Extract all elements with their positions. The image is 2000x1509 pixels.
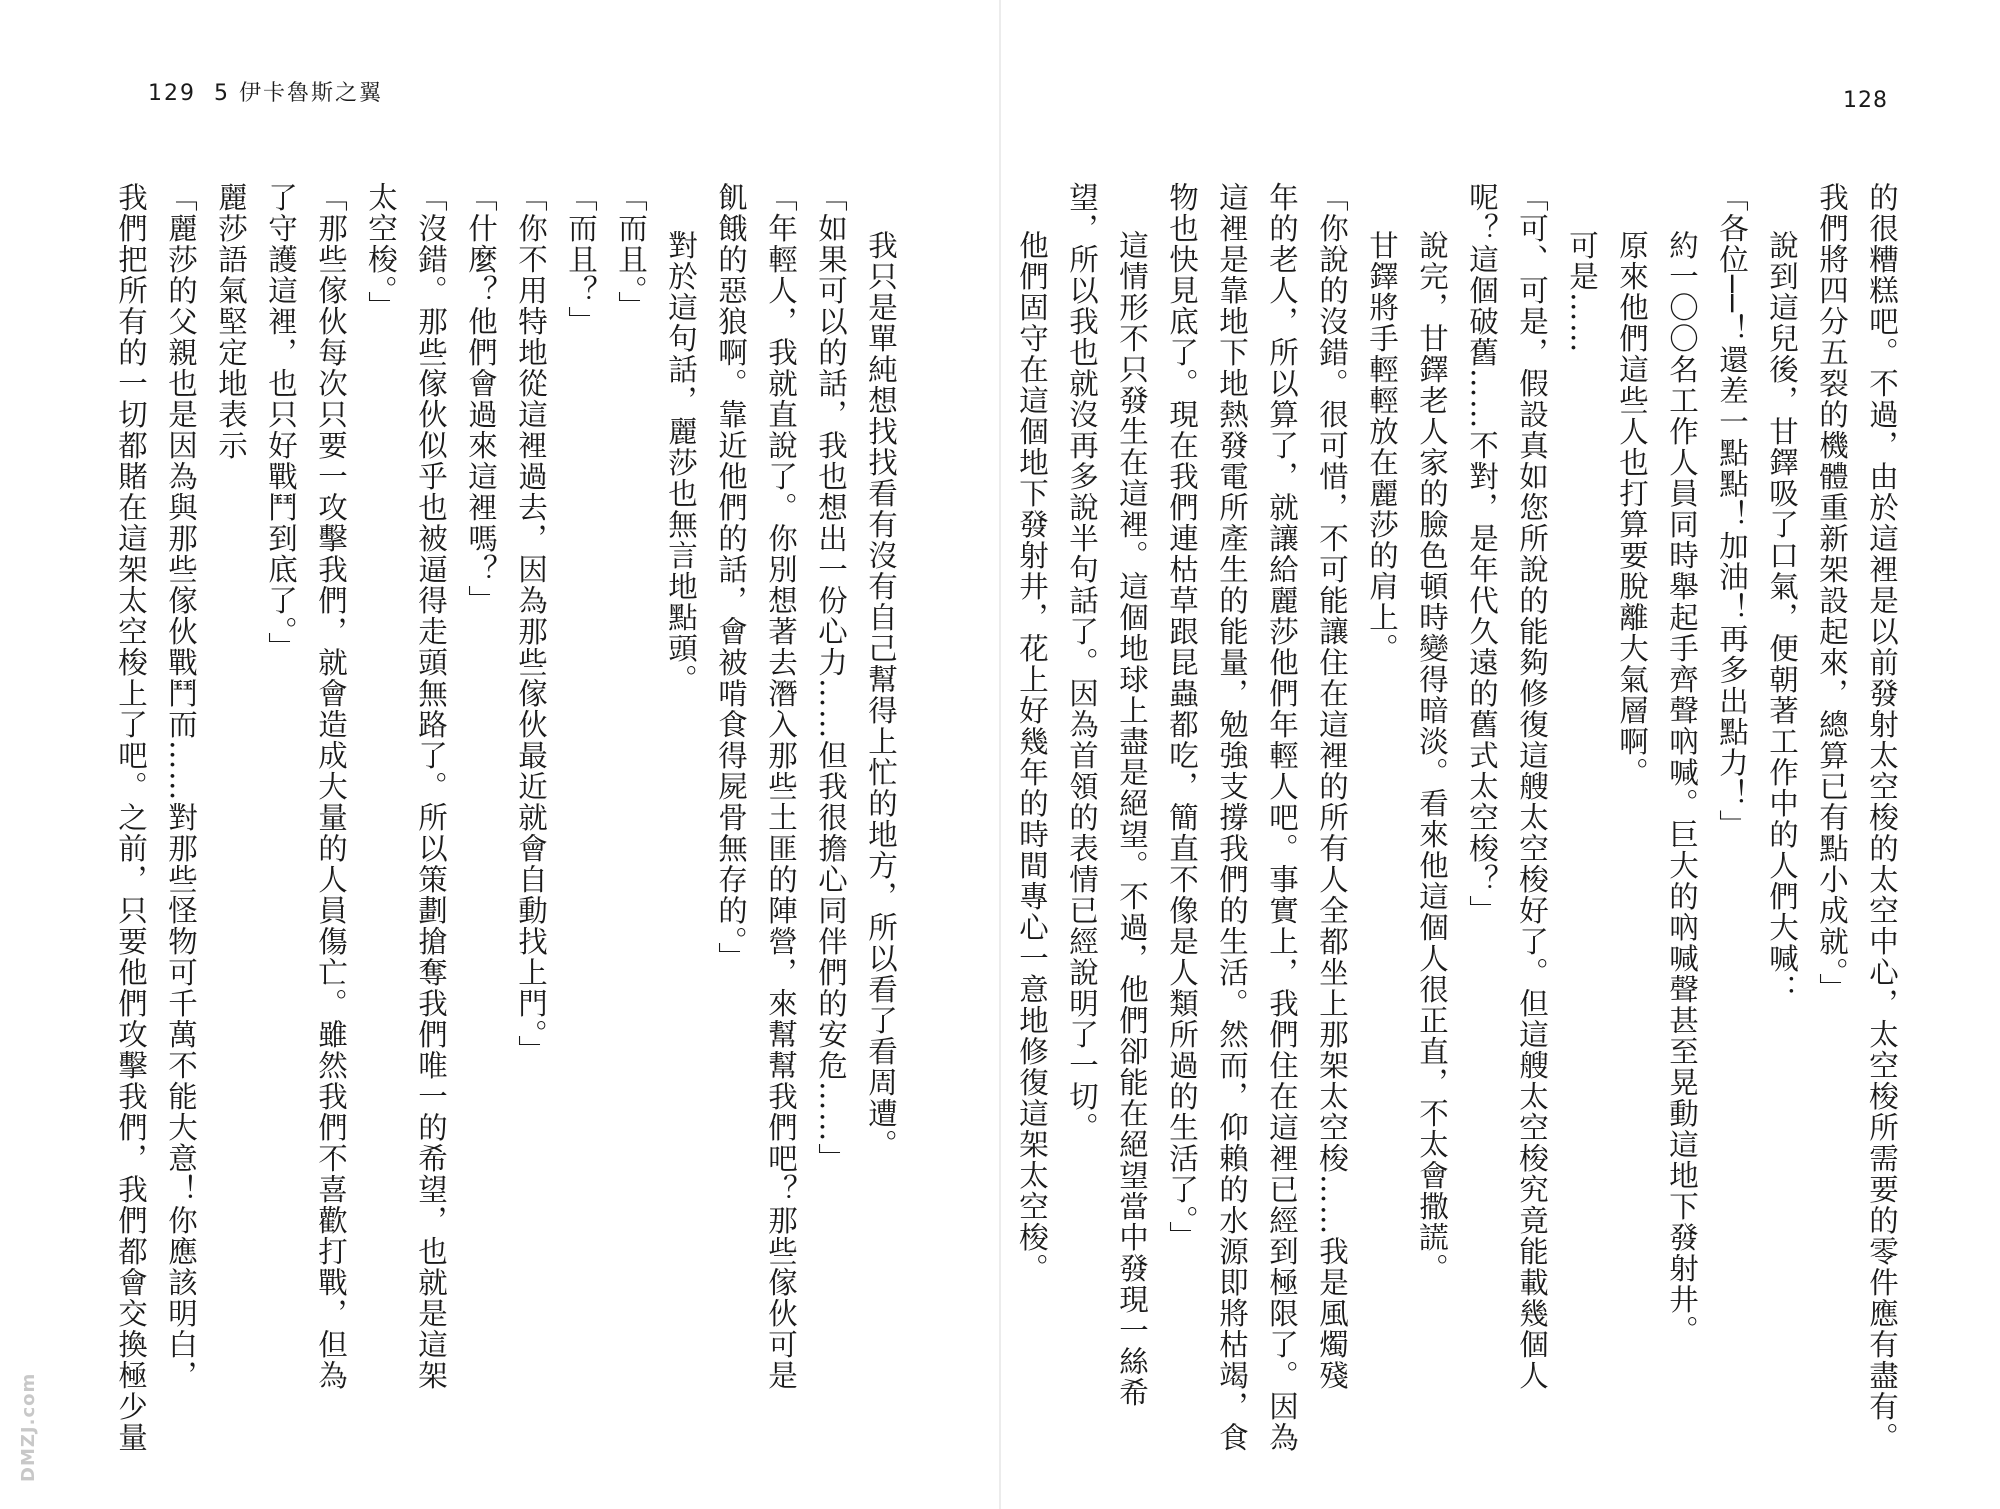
left-page-line: 麗莎語氣堅定地表示 [214,182,248,461]
left-page-line: 「而且？」 [564,182,598,337]
right-page-line: 物也快見底了。現在我們連枯草跟昆蟲都吃，簡直不像是人類所過的生活了。」 [1165,182,1199,1253]
right-page-line: 「各位──！還差一點點！加油！再多出點力！」 [1715,182,1749,841]
left-page-number: 129 [148,81,196,106]
left-page-line: 「如果可以的話，我也想出一份心力……但我很擔心同伴們的安危……」 [814,182,848,1174]
right-page-line: 可是…… [1565,230,1599,354]
right-page-line: 我們將四分五裂的機體重新架設起來，總算已有點小成就。」 [1815,182,1849,1005]
right-page-line: 約一〇〇名工作人員同時舉起手齊聲吶喊。巨大的吶喊聲甚至晃動這地下發射井。 [1665,230,1699,1346]
left-page-line: 「而且。」 [614,182,648,323]
left-page-line: 我們把所有的一切都賭在這架太空梭上了吧。之前，只要他們攻擊我們，我們都會交換極少量 [114,182,148,1453]
left-page-line: 我只是單純想找找看有沒有自己幫得上忙的地方，所以看了看周遭。 [864,230,898,1160]
right-page-line: 甘鐸將手輕輕放在麗莎的肩上。 [1365,230,1399,664]
left-page-header [148,76,401,107]
right-page-line: 呢？這個破舊……不對，是年代久遠的舊式太空梭？」 [1465,182,1499,926]
right-page-line: 的很糟糕吧。不過，由於這裡是以前發射太空梭的太空中心，太空梭所需要的零件應有盡有。 [1865,182,1899,1453]
watermark-logo: DMZJ.com [18,1372,39,1482]
left-page-line: 太空梭。」 [364,182,398,323]
right-page-number: 128 [1843,88,1888,113]
right-page-line: 這裡是靠地下地熱發電所產生的能量，勉強支撐我們的生活。然而，仰賴的水源即將枯竭，食 [1215,182,1249,1453]
left-page-line: 飢餓的惡狼啊。靠近他們的話，會被啃食得屍骨無存的。」 [714,182,748,974]
left-page-line: 「那些傢伙每次只要一攻擊我們，就會造成大量的人員傷亡。雖然我們不喜歡打戰，但為 [314,182,348,1391]
left-page-line: 「什麼？他們會過來這裡嗎？」 [464,182,498,616]
left-page-line: 「你不用特地從這裡過去，因為那些傢伙最近就會自動找上門。」 [514,182,548,1067]
left-page-line: 對於這句話，麗莎也無言地點頭。 [664,230,698,695]
right-page-line: 年的老人，所以算了，就讓給麗莎他們年輕人吧。事實上，我們住在這裡已經到極限了。因為 [1265,182,1299,1453]
left-page-line: 「麗莎的父親也是因為與那些傢伙戰鬥而……對那些怪物可千萬不能大意！你應該明白， [164,182,198,1391]
right-page-line: 說完，甘鐸老人家的臉色頓時變得暗淡。看來他這個人很正直，不太會撒謊。 [1415,230,1449,1284]
right-page-line: 說到這兒後，甘鐸吸了口氣，便朝著工作中的人們大喊： [1765,230,1799,1005]
right-page-line: 原來他們這些人也打算要脫離大氣層啊。 [1615,230,1649,788]
right-page-line: 「你說的沒錯。很可惜，不可能讓住在這裡的所有人全都坐上那架太空梭……我是風燭殘 [1315,182,1349,1391]
page-gutter [999,0,1001,1509]
left-page-line: 了守護這裡，也只好戰鬥到底了。」 [264,182,298,664]
right-page-line: 他們固守在這個地下發射井，花上好幾年的時間專心一意地修復這架太空梭。 [1015,230,1049,1284]
left-chapter-title: 5 伊卡魯斯之翼 [214,81,383,106]
right-page-line: 這情形不只發生在這裡。這個地球上盡是絕望。不過，他們卻能在絕望當中發現一絲希 [1115,230,1149,1408]
left-page-line: 「年輕人，我就直說了。你別想著去潛入那些土匪的陣營，來幫幫我們吧？那些傢伙可是 [764,182,798,1391]
right-page-line: 「可、可是，假設真如您所說的能夠修復這艘太空梭好了。但這艘太空梭究竟能載幾個人 [1515,182,1549,1391]
right-page-line: 望，所以我也就沒再多說半句話了。因為首領的表情已經說明了一切。 [1065,182,1099,1143]
left-page-line: 「沒錯。那些傢伙似乎也被逼得走頭無路了。所以策劃搶奪我們唯一的希望，也就是這架 [414,182,448,1391]
